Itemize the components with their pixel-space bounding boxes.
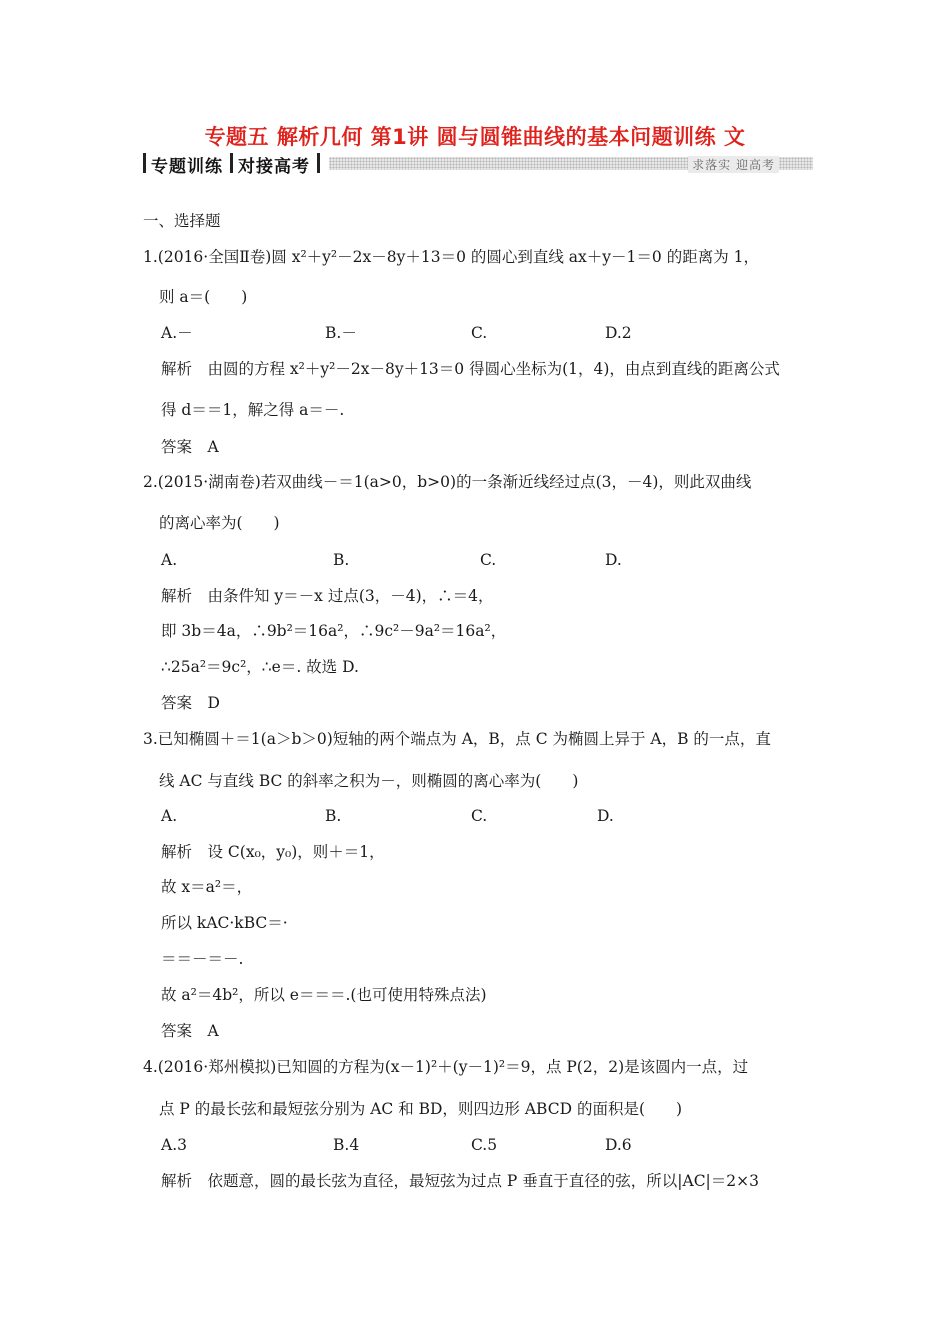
q2-option-c: C. (480, 551, 497, 569)
q3-answer: 答案 A (161, 1022, 219, 1040)
q1-solution-line-1: 解析 由圆的方程 x²＋y²－2x－8y＋13＝0 得圆心坐标为(1，4)，由点到直线的距离公式 (161, 360, 780, 378)
q1-option-d: D.2 (605, 324, 632, 342)
banner-slogan: 求落实 迎高考 (688, 156, 779, 173)
banner-divider (230, 153, 233, 173)
q2-option-b: B. (333, 551, 350, 569)
q3-solution-line-3: 所以 kAC·kBC＝· (161, 914, 288, 932)
q3-option-a: A. (161, 807, 178, 825)
q4-option-a: A.3 (161, 1136, 187, 1154)
q1-answer: 答案 A (161, 438, 219, 456)
q3-solution-line-4: ＝＝－＝－. (161, 950, 244, 968)
q2-stem-line-2: 的离心率为( ) (159, 514, 280, 532)
q2-option-d: D. (605, 551, 622, 569)
q2-option-a: A. (161, 551, 178, 569)
section-heading: 一、选择题 (143, 212, 221, 230)
section-banner (143, 150, 813, 178)
q4-option-d: D.6 (605, 1136, 632, 1154)
document-title: 专题五 解析几何 第1讲 圆与圆锥曲线的基本问题训练 文 (204, 125, 746, 149)
q2-answer: 答案 D (161, 694, 220, 712)
q1-stem-line-2: 则 a＝( ) (159, 288, 248, 306)
q1-option-b: B.－ (325, 324, 357, 342)
q1-option-c: C. (471, 324, 488, 342)
q3-option-d: D. (597, 807, 614, 825)
q1-solution-line-2: 得 d＝＝1，解之得 a＝－. (161, 401, 345, 419)
q2-solution-line-2: 即 3b＝4a，∴9b²＝16a²，∴9c²－9a²＝16a²， (161, 622, 507, 640)
banner-divider (143, 153, 146, 173)
q3-option-c: C. (471, 807, 488, 825)
banner-label-right: 对接高考 (238, 157, 310, 177)
q4-option-b: B.4 (333, 1136, 360, 1154)
q3-solution-line-5: 故 a²＝4b²，所以 e＝＝＝.(也可使用特殊点法) (161, 986, 487, 1004)
q1-option-a: A.－ (161, 324, 193, 342)
q4-stem-line-2: 点 P 的最长弦和最短弦分别为 AC 和 BD，则四边形 ABCD 的面积是( ) (159, 1100, 683, 1118)
q3-solution-line-1: 解析 设 C(x₀，y₀)，则＋＝1， (161, 843, 385, 861)
q2-stem-line-1: 2.(2015·湖南卷)若双曲线－＝1(a>0，b>0)的一条渐近线经过点(3，－4)，则此双曲线 (143, 473, 752, 491)
q3-solution-line-2: 故 x＝a²＝， (161, 878, 253, 896)
q2-solution-line-3: ∴25a²＝9c²，∴e＝. 故选 D. (161, 658, 359, 676)
q4-solution-line-1: 解析 依题意，圆的最长弦为直径，最短弦为过点 P 垂直于直径的弦，所以|AC|＝2×3 (161, 1172, 759, 1190)
q3-stem-line-2: 线 AC 与直线 BC 的斜率之积为－，则椭圆的离心率为( ) (159, 772, 579, 790)
banner-label-left: 专题训练 (151, 157, 223, 177)
q3-option-b: B. (325, 807, 342, 825)
q2-solution-line-1: 解析 由条件知 y＝－x 过点(3，－4)，∴＝4， (161, 587, 494, 605)
q4-option-c: C.5 (471, 1136, 498, 1154)
q1-stem-line-1: 1.(2016·全国Ⅱ卷)圆 x²＋y²－2x－8y＋13＝0 的圆心到直线 ax＋y－1＝0 的距离为 1， (143, 248, 759, 266)
q3-stem-line-1: 3.已知椭圆＋＝1(a＞b＞0)短轴的两个端点为 A，B，点 C 为椭圆上异于 A，B 的一点，直 (143, 730, 771, 748)
banner-divider (317, 153, 320, 173)
q4-stem-line-1: 4.(2016·郑州模拟)已知圆的方程为(x－1)²＋(y－1)²＝9，点 P(2，2)是该圆内一点，过 (143, 1058, 749, 1076)
